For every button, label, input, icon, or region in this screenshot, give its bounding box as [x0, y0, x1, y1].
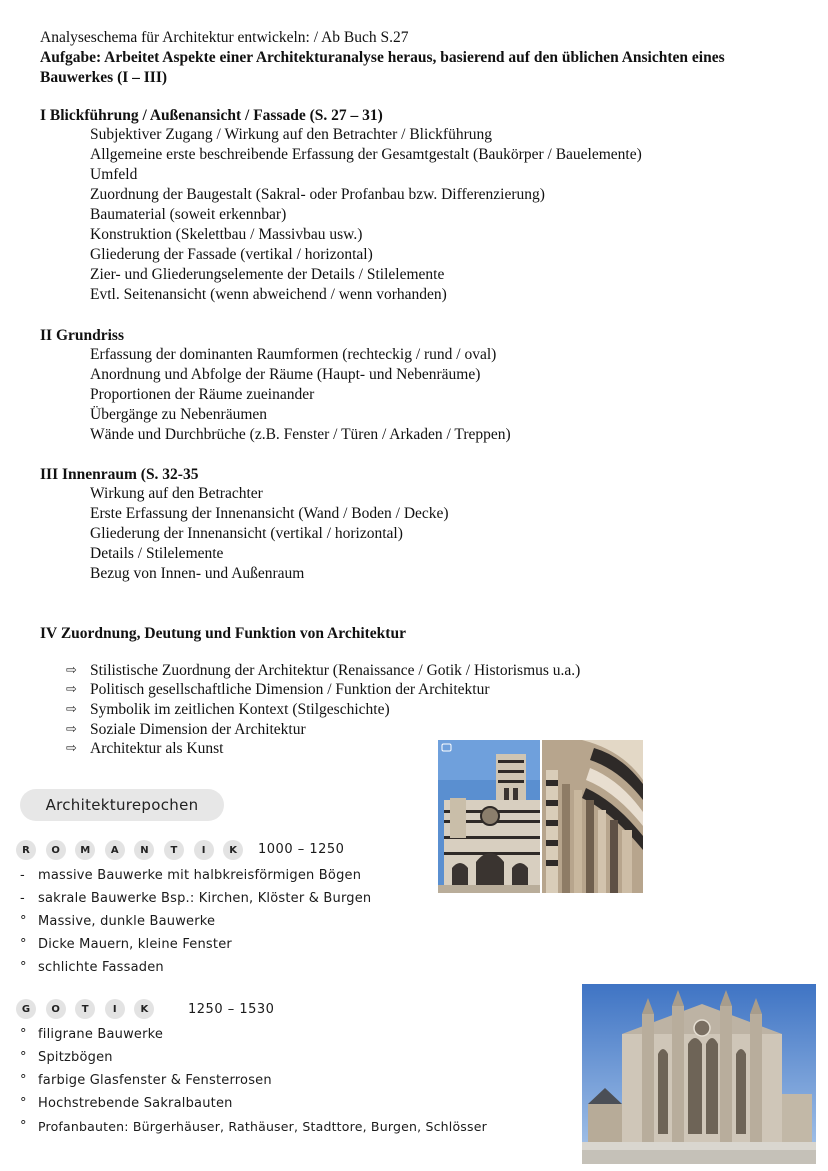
letter-badge: K	[223, 840, 243, 860]
list-item: Umfeld	[90, 166, 138, 183]
letter-badge: G	[16, 999, 36, 1019]
arrow-right-icon: ⇨	[66, 741, 77, 757]
list-item	[66, 681, 580, 701]
arrow-right-icon: ⇨	[66, 662, 77, 678]
note-text: filigrane Bauwerke	[38, 1027, 164, 1042]
epochs-heading: Architekturepochen	[20, 789, 224, 821]
section-3-title: III Innenraum (S. 32-35	[40, 466, 199, 483]
list-item: Konstruktion (Skelettbau / Massivbau usw.)	[90, 226, 363, 243]
note-text: Spitzbögen	[38, 1050, 113, 1065]
list-item: Bezug von Innen- und Außenraum	[90, 565, 305, 582]
list-item: Anordnung und Abfolge der Räume (Haupt- und Nebenräume)	[90, 366, 481, 383]
bullet-marker: -	[20, 868, 25, 883]
bullet-marker: °	[20, 914, 27, 929]
list-item: Allgemeine erste beschreibende Erfassung der Gesamtgestalt (Baukörper / Bauelemente)	[90, 146, 642, 163]
gothic-cathedral-photo	[582, 984, 816, 1164]
bullet-marker: °	[20, 1027, 27, 1042]
list-item-text: Politisch gesellschaftliche Dimension / Funktion der Architektur	[90, 681, 490, 699]
letter-badge: I	[105, 999, 125, 1019]
romanik-years: 1000 – 1250	[258, 842, 345, 857]
list-item	[20, 1069, 487, 1092]
gotik-notes	[20, 1023, 487, 1138]
letter-badge: K	[134, 999, 154, 1019]
section-2-list	[90, 345, 511, 445]
list-item: Details / Stilelemente	[90, 545, 224, 562]
letter-badge: A	[105, 840, 125, 860]
letter-badge: T	[164, 840, 184, 860]
letter-badge: T	[75, 999, 95, 1019]
list-item: Baumaterial (soweit erkennbar)	[90, 206, 287, 223]
bullet-marker: °	[20, 1096, 27, 1111]
list-item	[66, 720, 580, 740]
section-2-title: II Grundriss	[40, 327, 124, 344]
romanik-notes	[20, 864, 371, 979]
note-text: sakrale Bauwerke Bsp.: Kirchen, Klöster & Burgen	[38, 891, 372, 906]
list-item: Erste Erfassung der Innenansicht (Wand / Boden / Decke)	[90, 505, 449, 522]
bullet-marker: °	[20, 1050, 27, 1065]
letter-badge: M	[75, 840, 95, 860]
list-item	[66, 661, 580, 681]
list-item: Zier- und Gliederungselemente der Details / Stilelemente	[90, 266, 445, 283]
list-item	[20, 1092, 487, 1115]
note-text: Profanbauten: Bürgerhäuser, Rathäuser, Stadttore, Burgen, Schlösser	[38, 1119, 487, 1134]
gotik-letter-row	[16, 999, 164, 1019]
list-item: Gliederung der Innenansicht (vertikal / horizontal)	[90, 525, 403, 542]
gotik-years: 1250 – 1530	[188, 1002, 275, 1017]
list-item: Proportionen der Räume zueinander	[90, 386, 315, 403]
note-text: Hochstrebende Sakralbauten	[38, 1096, 233, 1111]
list-item	[66, 700, 580, 720]
task-line-2: Bauwerkes (I – III)	[40, 69, 168, 86]
romanesque-facade-photo	[438, 740, 540, 893]
list-item	[20, 910, 371, 933]
letter-badge: I	[194, 840, 214, 860]
note-text: Dicke Mauern, kleine Fenster	[38, 937, 232, 952]
note-text: schlichte Fassaden	[38, 960, 164, 975]
document-title: Analyseschema für Architektur entwickeln: / Ab Buch S.27	[40, 29, 409, 46]
list-item: Erfassung der dominanten Raumformen (rechteckig / rund / oval)	[90, 346, 497, 363]
letter-badge: R	[16, 840, 36, 860]
list-item	[20, 887, 371, 910]
list-item: Zuordnung der Baugestalt (Sakral- oder Profanbau bzw. Differenzierung)	[90, 186, 545, 203]
list-item	[20, 1046, 487, 1069]
list-item-text: Architektur als Kunst	[90, 740, 224, 758]
note-text: farbige Glasfenster & Fensterrosen	[38, 1073, 272, 1088]
list-item: Gliederung der Fassade (vertikal / horizontal)	[90, 246, 373, 263]
list-item	[20, 933, 371, 956]
list-item-text: Stilistische Zuordnung der Architektur (Renaissance / Gotik / Historismus u.a.)	[90, 661, 581, 679]
bullet-marker: -	[20, 891, 25, 906]
arrow-right-icon: ⇨	[66, 701, 77, 717]
bullet-marker: °	[20, 1073, 27, 1088]
list-item: Übergänge zu Nebenräumen	[90, 406, 268, 423]
arrow-right-icon: ⇨	[66, 682, 77, 698]
letter-badge: N	[134, 840, 154, 860]
romanik-letter-row	[16, 840, 253, 860]
section-1-title: I Blickführung / Außenansicht / Fassade (S. 27 – 31)	[40, 107, 383, 124]
task-line-1: Aufgabe: Arbeitet Aspekte einer Architekturanalyse heraus, basierend auf den üblichen Ansichten eines	[40, 49, 725, 66]
arrow-right-icon: ⇨	[66, 721, 77, 737]
bullet-marker: °	[20, 960, 27, 975]
letter-badge: O	[46, 999, 66, 1019]
note-text: massive Bauwerke mit halbkreisförmigen Bögen	[38, 868, 362, 883]
list-item	[20, 1115, 487, 1138]
list-item-text: Soziale Dimension der Architektur	[90, 720, 306, 738]
romanesque-portal-photo	[542, 740, 643, 893]
list-item-text: Symbolik im zeitlichen Kontext (Stilgeschichte)	[90, 700, 390, 718]
list-item	[20, 1023, 487, 1046]
list-item: Evtl. Seitenansicht (wenn abweichend / wenn vorhanden)	[90, 286, 447, 303]
note-text: Massive, dunkle Bauwerke	[38, 914, 216, 929]
list-item	[20, 956, 371, 979]
bullet-marker: °	[20, 1119, 27, 1134]
list-item: Subjektiver Zugang / Wirkung auf den Betrachter / Blickführung	[90, 126, 492, 143]
section-1-list	[90, 125, 642, 305]
list-item: Wände und Durchbrüche (z.B. Fenster / Türen / Arkaden / Treppen)	[90, 426, 511, 443]
bullet-marker: °	[20, 937, 27, 952]
section-4-title: IV Zuordnung, Deutung und Funktion von Architektur	[40, 625, 406, 642]
letter-badge: O	[46, 840, 66, 860]
list-item: Wirkung auf den Betrachter	[90, 485, 263, 502]
list-item	[20, 864, 371, 887]
section-3-list	[90, 484, 449, 584]
